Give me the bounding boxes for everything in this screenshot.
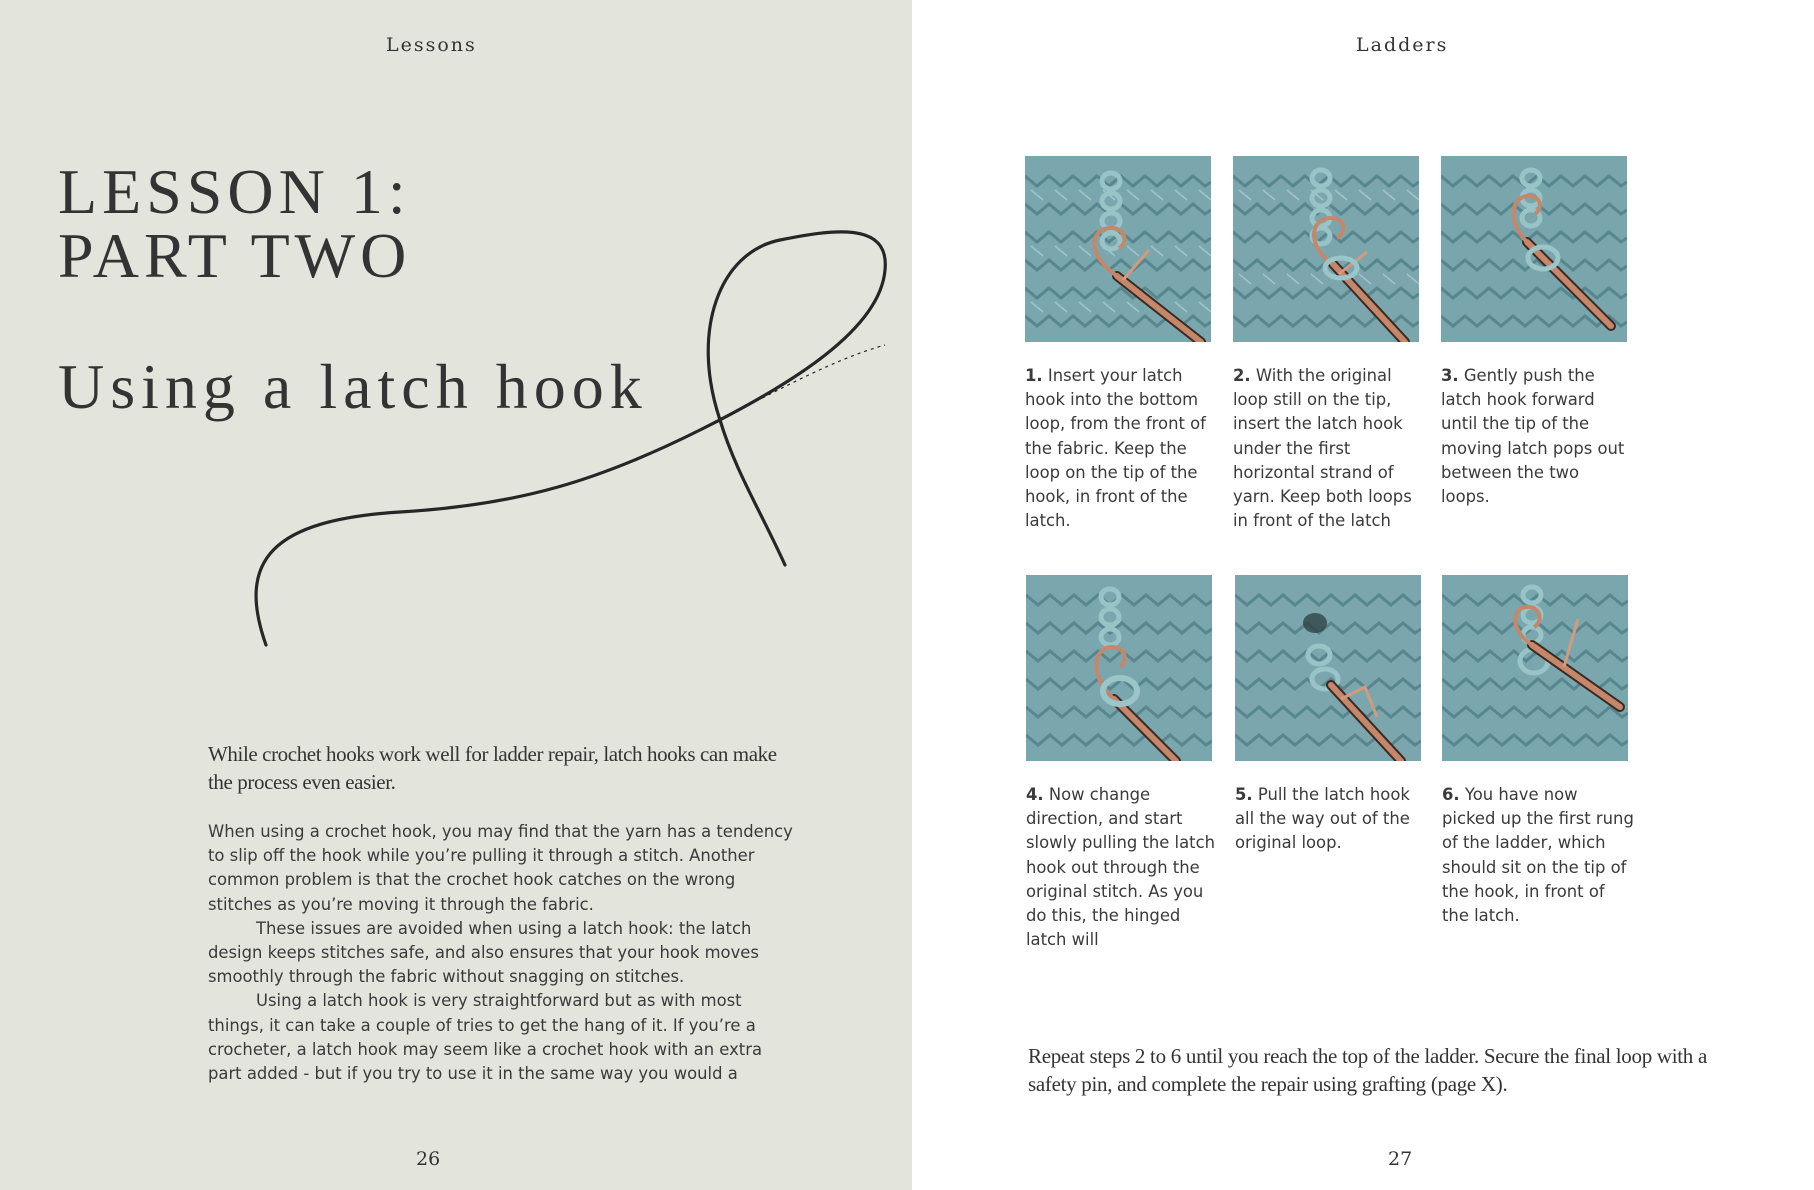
step-3-photo bbox=[1441, 156, 1627, 342]
step-4-photo bbox=[1026, 575, 1212, 761]
knitting-photo bbox=[1441, 156, 1627, 342]
intro-paragraph: While crochet hooks work well for ladder repair, latch hooks can make the process even easier. bbox=[208, 742, 777, 794]
body-text bbox=[208, 820, 798, 1086]
step-3-number: 3. bbox=[1441, 366, 1459, 385]
step-4-text bbox=[1026, 783, 1218, 952]
lesson-subtitle: Using a latch hook bbox=[58, 351, 648, 422]
step-4-description: Now change direction, and start slowly pulling the latch hook out through the original stitch. As you do this, the hinged latch will bbox=[1026, 785, 1215, 950]
step-5-description: Pull the latch hook all the way out of the original loop. bbox=[1235, 785, 1410, 853]
step-1-number: 1. bbox=[1025, 366, 1043, 385]
running-head-left: Lessons bbox=[386, 34, 477, 56]
step-6-photo bbox=[1442, 575, 1628, 761]
knitting-photo bbox=[1233, 156, 1419, 342]
step-2-text bbox=[1233, 364, 1425, 533]
body-paragraph-1: When using a crochet hook, you may find that the yarn has a tendency to slip off the hook while you’re pulling it through a stitch. Another common problem is that the crochet hook catches on the wrong stitches as you’re moving it through the fabric. bbox=[208, 822, 793, 914]
step-3-text bbox=[1441, 364, 1633, 509]
lesson-title-line-2: PART TWO bbox=[58, 220, 412, 291]
step-2-description: With the original loop still on the tip, insert the latch hook under the first horizontal strand of yarn. Keep both loops in front of the latch bbox=[1233, 366, 1412, 531]
page-number-right: 27 bbox=[1388, 1148, 1413, 1170]
knitting-photo bbox=[1025, 156, 1211, 342]
step-4-number: 4. bbox=[1026, 785, 1044, 804]
step-5-photo bbox=[1235, 575, 1421, 761]
knitting-photo bbox=[1026, 575, 1212, 761]
step-6-description: You have now picked up the first rung of the ladder, which should sit on the tip of the hook, in front of the latch. bbox=[1442, 785, 1634, 926]
step-3-description: Gently push the latch hook forward until the tip of the moving latch pops out between the two loops. bbox=[1441, 366, 1625, 507]
step-5-text bbox=[1235, 783, 1427, 856]
knitting-photo bbox=[1442, 575, 1628, 761]
page-number-left: 26 bbox=[416, 1148, 441, 1170]
running-head-right: Ladders bbox=[1356, 34, 1449, 56]
step-6-text bbox=[1442, 783, 1634, 928]
right-page bbox=[912, 0, 1814, 1190]
lesson-title bbox=[58, 156, 412, 291]
knitting-photo bbox=[1235, 575, 1421, 761]
step-6-number: 6. bbox=[1442, 785, 1460, 804]
step-5-number: 5. bbox=[1235, 785, 1253, 804]
step-2-number: 2. bbox=[1233, 366, 1251, 385]
step-1-photo bbox=[1025, 156, 1211, 342]
closing-paragraph: Repeat steps 2 to 6 until you reach the top of the ladder. Secure the final loop with a safety pin, and complete the repair using grafting (page X). bbox=[1028, 1044, 1707, 1096]
body-paragraph-2: These issues are avoided when using a latch hook: the latch design keeps stitches safe, and also ensures that your hook moves smoothly through the fabric without snagging on stitches. bbox=[208, 918, 759, 987]
step-2-photo bbox=[1233, 156, 1419, 342]
step-1-description: Insert your latch hook into the bottom loop, from the front of the fabric. Keep the loop on the tip of the hook, in front of the latch. bbox=[1025, 366, 1206, 531]
lesson-title-line-1: LESSON 1: bbox=[58, 156, 411, 227]
body-paragraph-3: Using a latch hook is very straightforward but as with most things, it can take a couple of tries to get the hang of it. If you’re a crocheter, a latch hook may seem like a crochet hook with an extra part added - but if you try to use it in the same way you would a bbox=[208, 991, 762, 1084]
step-1-text bbox=[1025, 364, 1217, 533]
